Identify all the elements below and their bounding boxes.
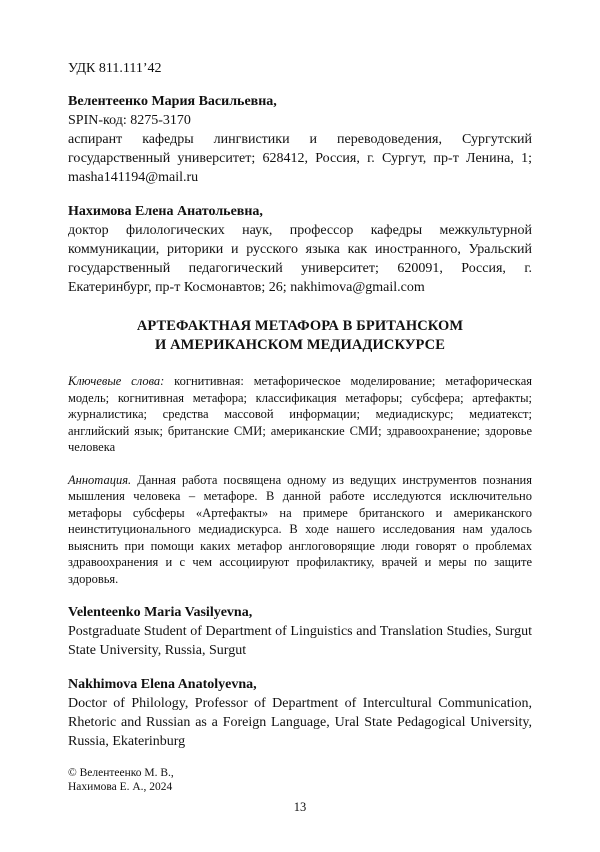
author-affiliation: доктор филологических наук, профессор кафедры межкультурной коммуникации, риторики и русского языка как иностранного, Уральский государственный педагогический университет; 620091, Россия, г. Екатеринбург, пр-т Космонавтов; 26; nakhimova@gmail.com <box>68 223 532 295</box>
copyright <box>68 766 532 794</box>
author-affiliation: Postgraduate Student of Department of Linguistics and Translation Studies, Surgut State University, Russia, Surgut <box>68 624 532 658</box>
author-spin: SPIN-код: 8275-3170 <box>68 113 191 128</box>
author-en-1 <box>68 603 532 660</box>
article-title <box>68 317 532 355</box>
article-page <box>68 60 532 794</box>
author-name: Нахимова Елена Анатольевна, <box>68 204 263 219</box>
keywords <box>68 373 532 456</box>
author-ru-1 <box>68 92 532 187</box>
copyright-line-2: Нахимова Е. А., 2024 <box>68 781 173 793</box>
author-ru-2 <box>68 202 532 297</box>
abstract-label: Аннотация. <box>68 472 132 487</box>
author-name: Velenteenko Maria Vasilyevna, <box>68 605 253 620</box>
abstract <box>68 472 532 588</box>
author-affiliation: Doctor of Philology, Professor of Department of Intercultural Communication, Rhetoric and Russian as a Foreign Language, Ural State Pedagogical University, Russia, Ekaterinburg <box>68 696 532 749</box>
page-number: 13 <box>293 800 307 814</box>
copyright-line-1: © Велентеенко М. В., <box>68 767 174 779</box>
title-line-2: И АМЕРИКАНСКОМ МЕДИАДИСКУРСЕ <box>155 337 445 353</box>
author-name: Nakhimova Elena Anatolyevna, <box>68 677 257 692</box>
author-affiliation: аспирант кафедры лингвистики и переводоведения, Сургутский государственный университет; 628412, Россия, г. Сургут, пр-т Ленина, 1; masha141194@mail.ru <box>68 132 532 185</box>
author-en-2 <box>68 675 532 751</box>
title-line-1: АРТЕФАКТНАЯ МЕТАФОРА В БРИТАНСКОМ <box>136 318 464 334</box>
abstract-text: Данная работа посвящена одному из ведущих инструментов познания мышления человека – метафоре. В данной работе исследуются исключительно метафоры субсферы «Артефакты» на примере британского и американского неинституционального медиадискурса. В ходе нашего исследования нам удалось выяснить при помощи каких метафор англоговорящие люди говорят о проблемах здравоохранения и с чем ассоциируют профилактику, врачей и меры по защите здоровья. <box>68 472 532 586</box>
author-name: Велентеенко Мария Васильевна, <box>68 94 277 109</box>
keywords-label: Ключевые слова: <box>68 374 165 388</box>
keywords-text: когнитивная: метафорическое моделирование; метафорическая модель; когнитивная метафора; классификация метафоры; субсфера; артефакты; журналистика; средства массовой информации; медиадискурс; медиатекст; английский язык; британские СМИ; американские СМИ; здравоохранение; здоровье человека <box>68 374 532 454</box>
udc-code: УДК 811.111’42 <box>68 61 162 76</box>
